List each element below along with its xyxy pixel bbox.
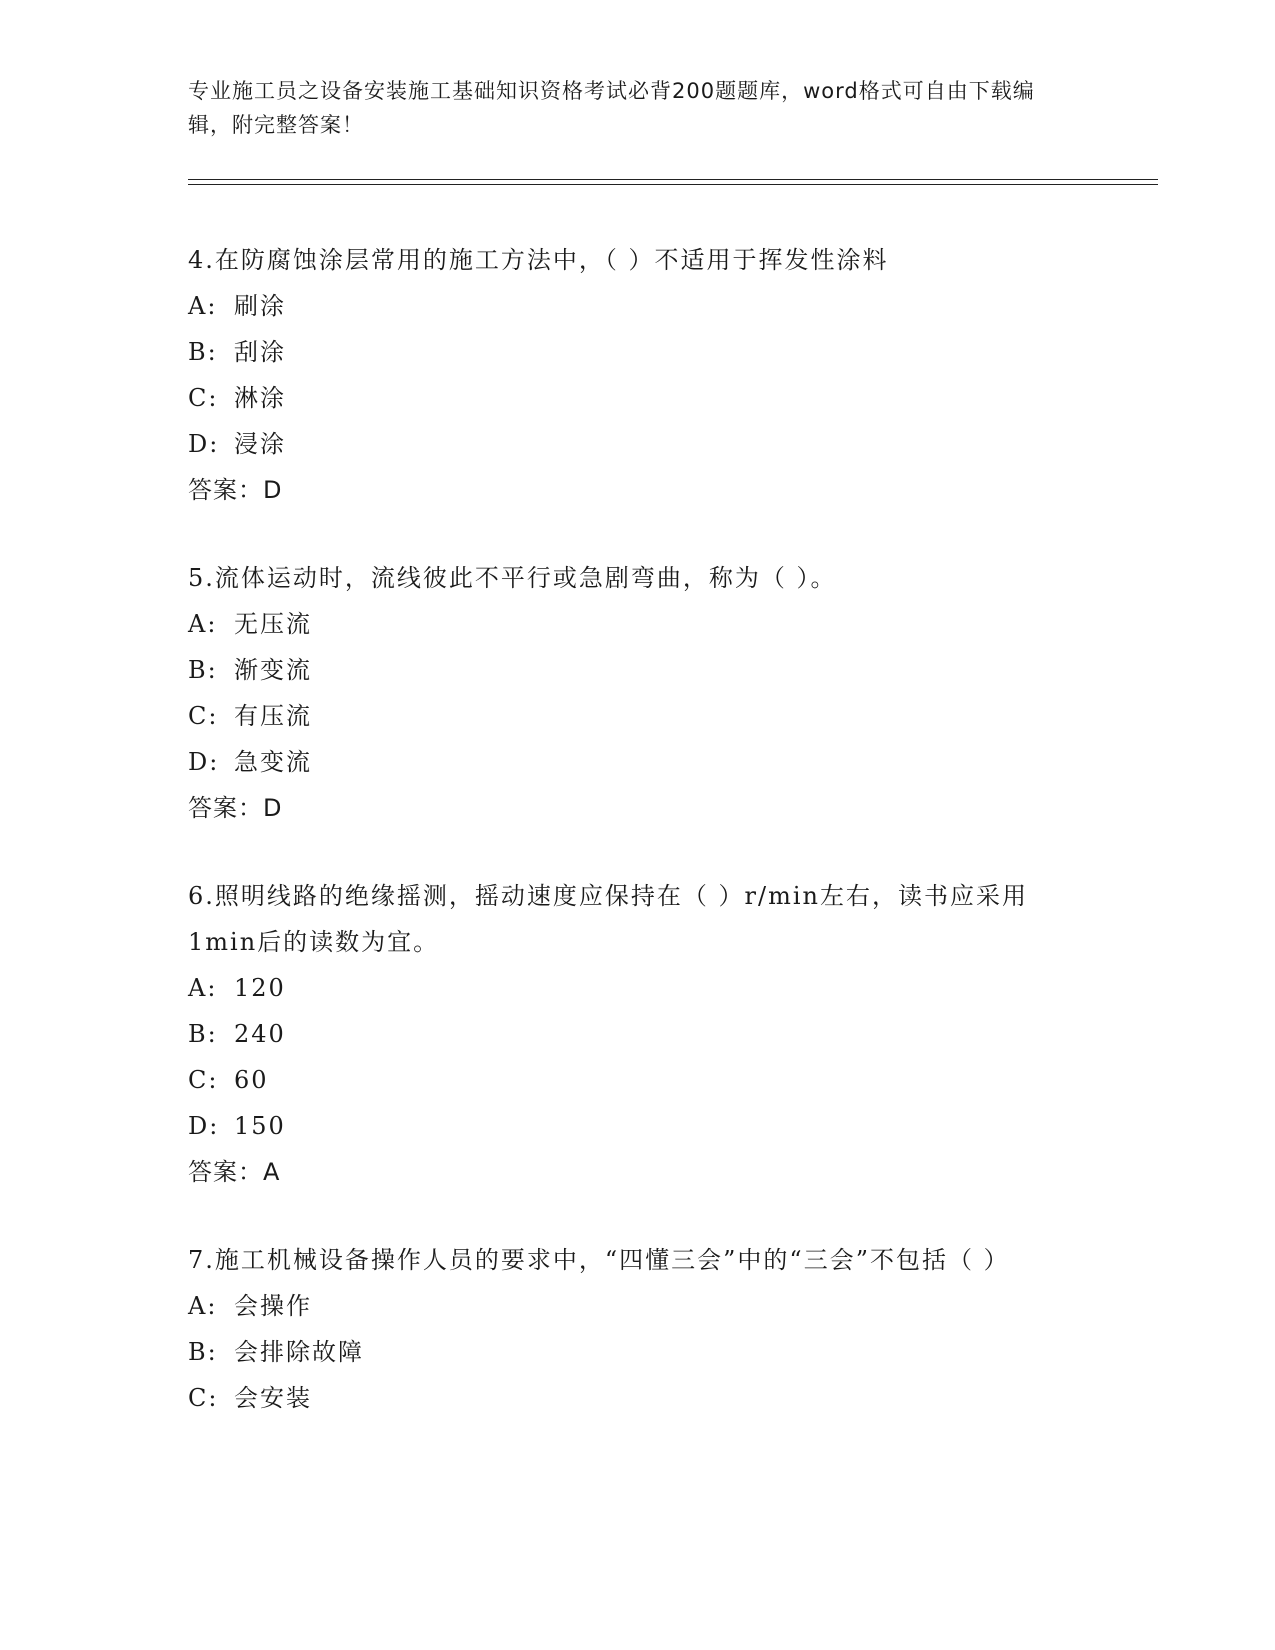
option-letter: A: — [188, 292, 218, 320]
question-gap — [188, 1195, 1088, 1237]
option-a — [188, 601, 1088, 647]
option-text: 无压流 — [234, 610, 312, 638]
option-a — [188, 965, 1088, 1011]
option-c — [188, 693, 1088, 739]
option-b — [188, 1011, 1088, 1057]
option-letter: D: — [188, 1112, 220, 1140]
option-letter: A: — [188, 1292, 218, 1320]
option-letter: B: — [188, 656, 218, 684]
option-c — [188, 375, 1088, 421]
header-rule-bottom — [188, 184, 1158, 185]
question-7 — [188, 1237, 1088, 1421]
option-text: 120 — [234, 974, 286, 1002]
option-letter: A: — [188, 610, 218, 638]
option-letter: C: — [188, 384, 219, 412]
question-5 — [188, 555, 1088, 831]
option-b — [188, 329, 1088, 375]
option-text: 150 — [234, 1112, 286, 1140]
option-letter: C: — [188, 1066, 219, 1094]
option-letter: B: — [188, 1020, 218, 1048]
header-rule-top — [188, 179, 1158, 180]
option-letter: B: — [188, 338, 218, 366]
option-letter: A: — [188, 974, 218, 1002]
option-text: 渐变流 — [234, 656, 312, 684]
answer-line: 答案：A — [188, 1158, 281, 1186]
question-stem: 7.施工机械设备操作人员的要求中，“四懂三会”中的“三会”不包括（ ） — [188, 1246, 1010, 1274]
option-d — [188, 1103, 1088, 1149]
option-text: 240 — [234, 1020, 286, 1048]
option-text: 淋涂 — [234, 384, 286, 412]
option-text: 60 — [234, 1066, 269, 1094]
option-letter: D: — [188, 748, 220, 776]
question-6 — [188, 873, 1088, 1195]
option-text: 会安装 — [234, 1384, 312, 1412]
option-letter: C: — [188, 1384, 219, 1412]
option-a — [188, 283, 1088, 329]
option-b — [188, 647, 1088, 693]
option-text: 会操作 — [234, 1292, 312, 1320]
question-stem: 6.照明线路的绝缘摇测，摇动速度应保持在（ ）r/min左右，读书应采用1min后的读数为宜。 — [188, 882, 1028, 956]
question-list — [188, 237, 1088, 1421]
question-gap — [188, 831, 1088, 873]
option-d — [188, 739, 1088, 785]
option-b — [188, 1329, 1088, 1375]
question-stem: 4.在防腐蚀涂层常用的施工方法中，（ ）不适用于挥发性涂料 — [188, 246, 889, 274]
document-header: 专业施工员之设备安装施工基础知识资格考试必背200题题库，word格式可自由下载编辑，附完整答案！ — [188, 79, 1035, 137]
question-4 — [188, 237, 1088, 513]
option-c — [188, 1375, 1088, 1421]
option-d — [188, 421, 1088, 467]
option-text: 急变流 — [234, 748, 312, 776]
question-gap — [188, 513, 1088, 555]
option-text: 刷涂 — [234, 292, 286, 320]
option-letter: C: — [188, 702, 219, 730]
question-stem: 5.流体运动时，流线彼此不平行或急剧弯曲，称为（ ）。 — [188, 564, 837, 592]
option-c — [188, 1057, 1088, 1103]
option-text: 浸涂 — [234, 430, 286, 458]
option-a — [188, 1283, 1088, 1329]
answer-line: 答案：D — [188, 476, 283, 504]
option-text: 刮涂 — [234, 338, 286, 366]
option-text: 有压流 — [234, 702, 312, 730]
option-text: 会排除故障 — [234, 1338, 364, 1366]
option-letter: B: — [188, 1338, 218, 1366]
answer-line: 答案：D — [188, 794, 283, 822]
option-letter: D: — [188, 430, 220, 458]
